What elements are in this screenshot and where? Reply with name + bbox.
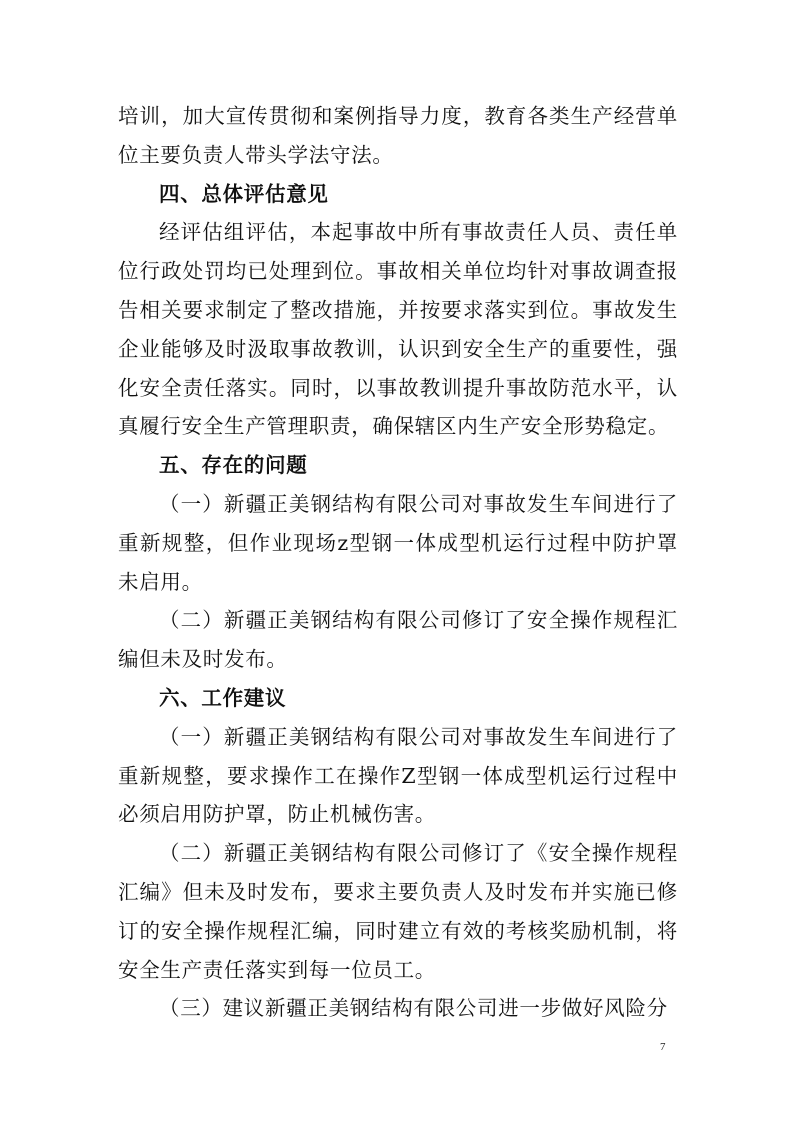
- section-heading-overall-assessment: 四、总体评估意见: [159, 181, 329, 206]
- paragraph-suggestion-1: （一）新疆正美钢结构有限公司对事故发生车间进行了重新规整，要求操作工在操作Z型钢一体成型机运行过程中必须启用防护罩，防止机械伤害。: [118, 724, 678, 827]
- document-body: [118, 97, 678, 1028]
- paragraph-problem-1: （一）新疆正美钢结构有限公司对事故发生车间进行了重新规整，但作业现场z型钢一体成型机运行过程中防护罩未启用。: [118, 491, 678, 594]
- paragraph-training-continuation: 培训，加大宣传贯彻和案例指导力度，教育各类生产经营单位主要负责人带头学法守法。: [118, 104, 678, 167]
- page-number: 7: [660, 1041, 666, 1053]
- paragraph-assessment-opinion: 经评估组评估，本起事故中所有事故责任人员、责任单位行政处罚均已处理到位。事故相关单位均针对事故调查报告相关要求制定了整改措施，并按要求落实到位。事故发生企业能够及时汲取事故教训，认识到安全生产的重要性，强化安全责任落实。同时，以事故教训提升事故防范水平，认真履行安全生产管理职责，确保辖区内生产安全形势稳定。: [118, 220, 678, 439]
- section-heading-work-suggestions: 六、工作建议: [159, 685, 287, 710]
- paragraph-suggestion-3: （三）建议新疆正美钢结构有限公司进一步做好风险分: [159, 996, 668, 1021]
- paragraph-suggestion-2: （二）新疆正美钢结构有限公司修订了《安全操作规程汇编》但未及时发布，要求主要负责人及时发布并实施已修订的安全操作规程汇编，同时建立有效的考核奖励机制，将安全生产责任落实到每一位员工。: [118, 841, 678, 982]
- section-heading-existing-problems: 五、存在的问题: [159, 453, 308, 478]
- paragraph-problem-2: （二）新疆正美钢结构有限公司修订了安全操作规程汇编但未及时发布。: [118, 608, 678, 672]
